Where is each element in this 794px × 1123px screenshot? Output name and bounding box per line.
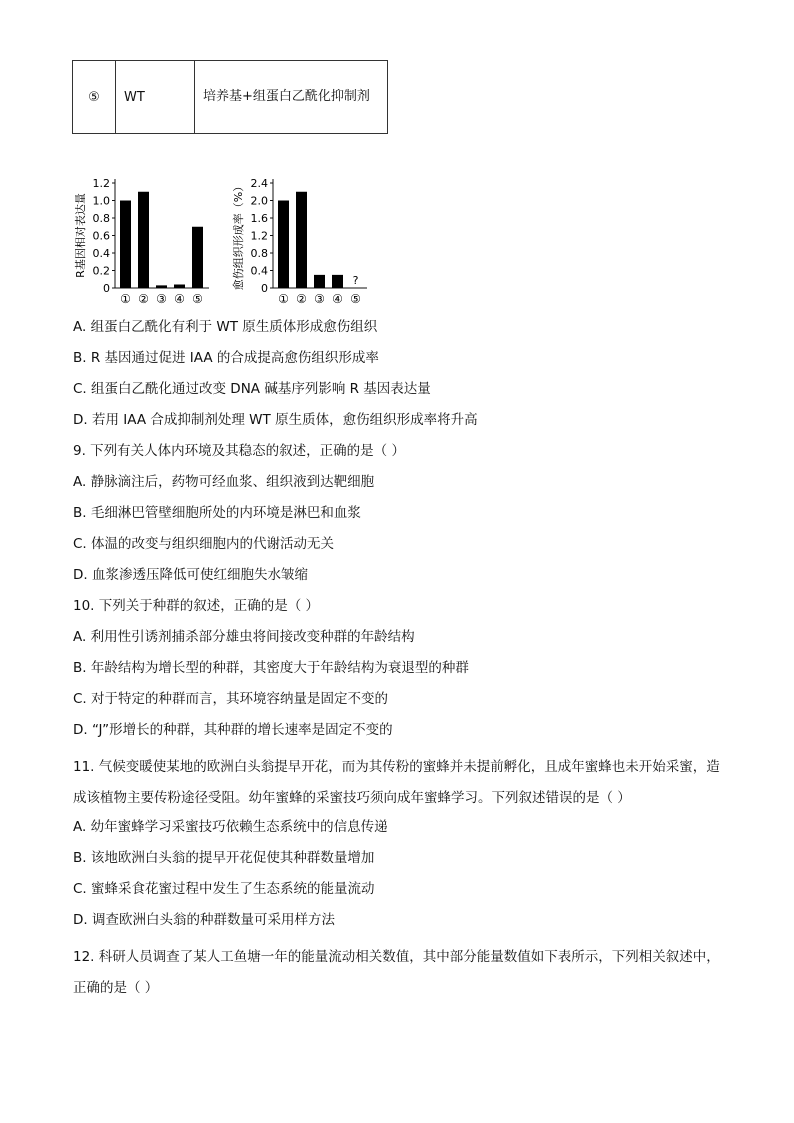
y-axis-label: 愈伤组织形成率（%） bbox=[232, 180, 245, 291]
bar bbox=[314, 275, 325, 288]
treatment-cell: 培养基+组蛋白乙酰化抑制剂 bbox=[195, 61, 388, 134]
y-tick-label: 0.4 bbox=[92, 247, 110, 260]
q11-option-a: A. 幼年蜜蜂学习采蜜技巧依赖生态系统中的信息传递 bbox=[73, 819, 388, 835]
q9-option-b: B. 毛细淋巴管壁细胞所处的内环境是淋巴和血浆 bbox=[73, 505, 361, 521]
x-tick-label: ④ bbox=[332, 292, 343, 306]
x-tick-label: ③ bbox=[156, 292, 167, 306]
y-tick-label: 1.6 bbox=[250, 212, 268, 225]
y-tick-label: 0.2 bbox=[92, 264, 110, 278]
table-row bbox=[73, 61, 388, 134]
group-number: ⑤ bbox=[73, 61, 116, 134]
q11-option-b: B. 该地欧洲白头翁的提早开花促使其种群数量增加 bbox=[73, 850, 375, 866]
x-tick-label: ③ bbox=[314, 292, 325, 306]
q8-option-c: C. 组蛋白乙酰化通过改变 DNA 碱基序列影响 R 基因表达量 bbox=[73, 381, 431, 397]
y-tick-label: 1.2 bbox=[92, 177, 110, 190]
q10-stem: 10. 下列关于种群的叙述，正确的是（ ） bbox=[73, 598, 320, 614]
y-tick-label: 0.8 bbox=[250, 247, 268, 260]
y-tick-label: 0 bbox=[261, 282, 268, 295]
q11-stem: 11. 气候变暖使某地的欧洲白头翁提早开花，而为其传粉的蜜蜂并未提前孵化，且成年蜜蜂也未开始采蜜，造成该植物主要传粉途径受阻。幼年蜜蜂的采蜜技巧须向成年蜜蜂学习。下列叙述错误的是（ ） bbox=[73, 759, 720, 806]
q10-option-b: B. 年龄结构为增长型的种群，其密度大于年龄结构为衰退型的种群 bbox=[73, 660, 469, 676]
x-tick-label: ④ bbox=[174, 292, 185, 306]
bar bbox=[138, 192, 149, 288]
x-tick-label: ② bbox=[296, 292, 307, 306]
y-tick-label: 1.2 bbox=[250, 229, 268, 243]
bar bbox=[174, 285, 185, 289]
bar bbox=[278, 201, 289, 289]
q11-option-c: C. 蜜蜂采食花蜜过程中发生了生态系统的能量流动 bbox=[73, 881, 375, 897]
y-tick-label: 0.8 bbox=[92, 212, 110, 225]
q11-option-d: D. 调查欧洲白头翁的种群数量可采用样方法 bbox=[73, 912, 335, 928]
y-tick-label: 1.0 bbox=[92, 194, 110, 208]
q10-option-a: A. 利用性引诱剂捕杀部分雄虫将间接改变种群的年龄结构 bbox=[73, 629, 415, 645]
x-tick-label: ② bbox=[138, 292, 149, 306]
bar bbox=[296, 192, 307, 288]
x-tick-label: ⑤ bbox=[350, 292, 361, 306]
q10-option-c: C. 对于特定的种群而言，其环境容纳量是固定不变的 bbox=[73, 691, 389, 707]
x-tick-label: ① bbox=[120, 292, 131, 306]
q8-option-a: A. 组蛋白乙酰化有利于 WT 原生质体形成愈伤组织 bbox=[73, 319, 378, 335]
y-tick-label: 2.4 bbox=[250, 177, 268, 190]
q8-option-d: D. 若用 IAA 合成抑制剂处理 WT 原生质体，愈伤组织形成率将升高 bbox=[73, 412, 478, 428]
experiment-table bbox=[72, 60, 388, 134]
y-tick-label: 0.6 bbox=[92, 229, 110, 243]
q8-option-b: B. R 基因通过促进 IAA 的合成提高愈伤组织形成率 bbox=[73, 350, 379, 366]
q9-stem: 9. 下列有关人体内环境及其稳态的叙述，正确的是（ ） bbox=[73, 443, 405, 459]
q9-option-a: A. 静脉滴注后，药物可经血浆、组织液到达靶细胞 bbox=[73, 474, 375, 490]
x-tick-label: ⑤ bbox=[192, 292, 203, 306]
q9-option-c: C. 体温的改变与组织细胞内的代谢活动无关 bbox=[73, 536, 335, 552]
bar-charts bbox=[70, 170, 390, 310]
bar bbox=[156, 285, 167, 288]
q12-stem: 12. 科研人员调查了某人工鱼塘一年的能量流动相关数值，其中部分能量数值如下表所示，下列相关叙述中，正确的是（ ） bbox=[73, 949, 720, 996]
strain-cell: WT bbox=[116, 61, 195, 134]
bar bbox=[332, 275, 343, 288]
bar bbox=[120, 201, 131, 289]
y-axis-label: R基因相对表达量 bbox=[74, 193, 87, 278]
bar bbox=[192, 227, 203, 288]
y-tick-label: 2.0 bbox=[250, 194, 268, 208]
bar-annotation: ? bbox=[352, 274, 359, 287]
q10-option-d: D. “J”形增长的种群，其种群的增长速率是固定不变的 bbox=[73, 722, 393, 738]
x-tick-label: ① bbox=[278, 292, 289, 306]
q9-option-d: D. 血浆渗透压降低可使红细胞失水皱缩 bbox=[73, 567, 308, 583]
y-tick-label: 0.4 bbox=[250, 264, 268, 278]
y-tick-label: 0 bbox=[103, 282, 110, 295]
